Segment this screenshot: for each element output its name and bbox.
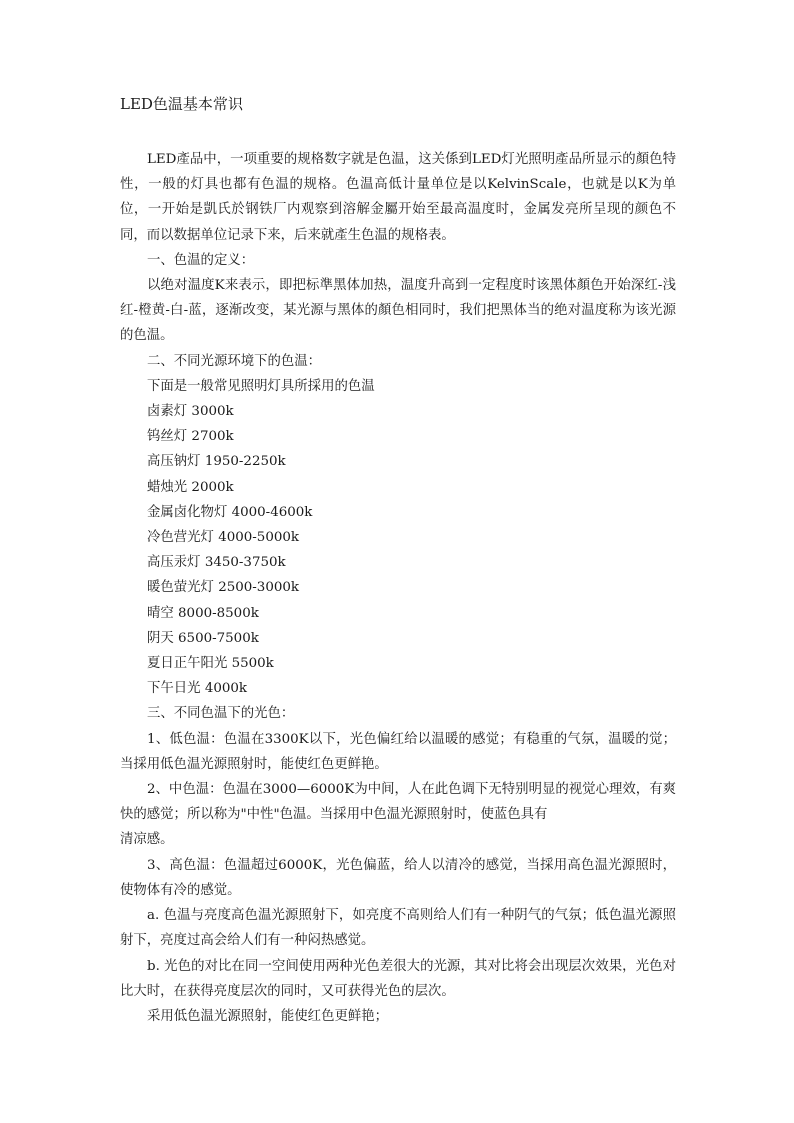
paragraph-mid-temp: 2、中色温：色温在3000—6000K为中间，人在此色调下无特别明显的视觉心理效，有爽快的感觉；所以称为"中性"色温。当採用中色温光源照射时，使蓝色具有 <box>120 782 676 823</box>
list-item: 冷色营光灯 4000-5000k <box>147 530 300 546</box>
list-item: 暖色萤光灯 2500-3000k <box>147 580 300 596</box>
list-item: 金属卤化物灯 4000-4600k <box>147 504 313 520</box>
paragraph-note-a: a. 色温与亮度高色温光源照射下，如亮度不高则给人们有一种阴气的气氛；低色温光源照射下，亮度过高会给人们有一种闷热感觉。 <box>120 908 676 949</box>
paragraph-low-temp: 1、低色温：色温在3300K以下，光色偏红给以温暖的感觉；有稳重的气氛，温暖的觉；当採用低色温光源照射时，能使红色更鲜艳。 <box>120 731 676 772</box>
list-item: 夏日正午阳光 5500k <box>147 656 274 672</box>
list-intro: 下面是一般常见照明灯具所採用的色温 <box>147 378 375 394</box>
list-item: 下午日光 4000k <box>147 681 248 697</box>
paragraph-closing: 采用低色温光源照射，能使红色更鲜艳； <box>147 1008 389 1024</box>
paragraph-definition: 以绝对温度K来表示，即把标準黑体加热，温度升高到一定程度时该黑体顏色开始深红-浅红-橙黄-白-蓝，逐渐改变，某光源与黑体的顏色相同时，我们把黑体当的绝对温度称为该光源的色温。 <box>120 278 676 344</box>
list-item: 高压汞灯 3450-3750k <box>147 555 286 571</box>
list-item: 高压钠灯 1950-2250k <box>147 454 286 470</box>
paragraph-high-temp: 3、高色温：色温超过6000K，光色偏蓝，给人以清冷的感觉，当採用高色温光源照时，使物体有冷的感觉。 <box>120 857 676 898</box>
heading-light-color: 三、不同色温下的光色： <box>147 706 295 722</box>
list-item: 阴天 6500-7500k <box>147 630 259 646</box>
paragraph-mid-temp-cont: 清凉感。 <box>120 832 174 848</box>
document-body <box>120 147 676 1029</box>
paragraph-intro: LED產品中，一项重要的规格数字就是色温，这关係到LED灯光照明產品所显示的顏色特性，一般的灯具也都有色温的规格。色温高低计量单位是以KelvinScale，也就是以K为单位，一开始是凱氏於钢铁厂内观察到溶解金屬开始至最高温度时，金属发亮所呈现的颜色不同，而以数据单位记录下来，后来就產生色温的规格表。 <box>120 152 676 243</box>
heading-light-sources: 二、不同光源环境下的色温： <box>147 353 322 369</box>
paragraph-note-b: b. 光色的对比在同一空间使用两种光色差很大的光源，其对比将会出现层次效果，光色对比大时，在获得亮度层次的同时，又可获得光色的层次。 <box>120 958 676 999</box>
list-item: 钨丝灯 2700k <box>147 429 234 445</box>
document-title: LED色温基本常识 <box>120 95 243 113</box>
list-item: 卤素灯 3000k <box>147 404 234 420</box>
list-item: 蜡烛光 2000k <box>147 479 234 495</box>
list-item: 晴空 8000-8500k <box>147 605 259 621</box>
heading-definition: 一、色温的定义： <box>147 252 255 268</box>
